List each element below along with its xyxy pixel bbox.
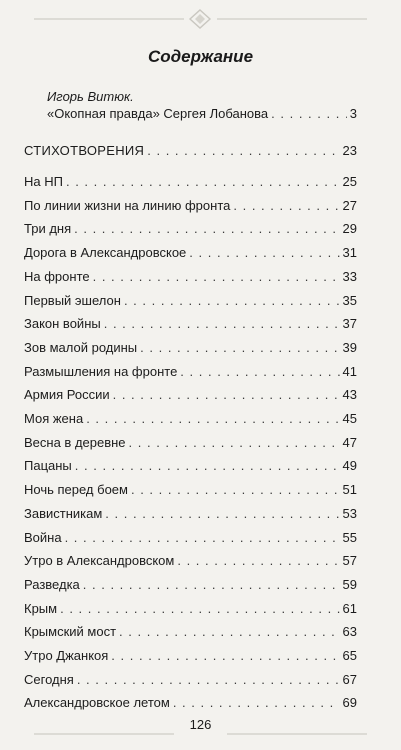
leader-dots	[75, 457, 340, 475]
entry-page: 31	[342, 245, 357, 261]
entry-page: 49	[342, 458, 357, 474]
entry-label: Зов малой родины	[24, 339, 138, 355]
entry-label: Утро в Александровском	[24, 553, 175, 569]
entry-page: 3	[349, 106, 357, 121]
toc-entry[interactable]	[24, 434, 357, 452]
entry-label: Первый эшелон	[24, 292, 121, 308]
entry-page: 37	[342, 316, 357, 332]
toc-entry[interactable]	[24, 386, 357, 404]
toc-entry[interactable]	[24, 220, 357, 238]
section-entry[interactable]	[24, 142, 357, 160]
toc-entry[interactable]	[24, 576, 357, 594]
leader-dots	[129, 434, 340, 452]
entry-label: Дорога в Александровское	[24, 245, 187, 261]
toc-entry[interactable]	[24, 552, 357, 570]
leader-dots	[83, 576, 340, 594]
entry-page: 53	[342, 505, 357, 521]
entry-page: 45	[342, 411, 357, 426]
toc-entry[interactable]	[24, 339, 357, 357]
toc-entry[interactable]	[24, 694, 357, 712]
toc-entry[interactable]	[24, 244, 357, 262]
leader-dots	[60, 600, 339, 618]
entry-page: 55	[342, 529, 357, 545]
entry-page: 63	[342, 624, 357, 640]
bottom-ornament	[34, 724, 367, 744]
entry-page: 39	[342, 339, 357, 355]
leader-dots	[131, 481, 340, 499]
toc-entry[interactable]	[24, 529, 357, 547]
entry-label: Пацаны	[24, 458, 72, 474]
leader-dots	[65, 529, 340, 547]
entry-page: 25	[342, 174, 357, 189]
leader-dots	[93, 268, 340, 286]
leader-dots	[140, 339, 339, 357]
leader-dots	[77, 671, 340, 689]
entry-page: 61	[342, 600, 357, 616]
toc-entry[interactable]	[24, 292, 357, 310]
entry-label: Утро Джанкоя	[24, 648, 109, 663]
entry-label: Размышления на фронте	[24, 363, 178, 379]
leader-dots	[177, 552, 339, 570]
entry-label: Армия России	[24, 387, 110, 403]
top-ornament	[34, 8, 367, 30]
leader-dots	[189, 244, 339, 262]
section-label: СТИХОТВОРЕНИЯ	[24, 143, 145, 158]
entry-label: Война	[24, 529, 62, 545]
toc-entry[interactable]	[24, 623, 357, 641]
entry-page: 67	[342, 671, 357, 687]
leader-dots	[113, 386, 340, 404]
entry-page: 65	[342, 648, 357, 663]
entry-page: 33	[342, 268, 357, 284]
entry-label: На фронте	[24, 268, 90, 284]
leader-dots	[66, 173, 340, 191]
leader-dots	[74, 220, 339, 238]
toc-entry[interactable]	[24, 410, 357, 428]
leader-dots	[271, 105, 347, 123]
entry-page: 51	[342, 482, 357, 498]
toc-entry[interactable]	[24, 173, 357, 191]
entry-label: Моя жена	[24, 411, 84, 426]
leader-dots	[111, 647, 339, 665]
intro-author: Игорь Витюк.	[47, 89, 134, 104]
toc-entry[interactable]	[24, 505, 357, 523]
entry-label: Весна в деревне	[24, 434, 126, 450]
entry-label: По линии жизни на линию фронта	[24, 197, 231, 213]
toc-entry[interactable]	[24, 197, 357, 215]
entry-label: Крымский мост	[24, 624, 117, 640]
entry-page: 57	[342, 553, 357, 569]
section-page: 23	[342, 143, 357, 158]
leader-dots	[86, 410, 339, 428]
entry-label: На НП	[24, 174, 63, 189]
entry-label: Александровское летом	[24, 695, 170, 711]
entry-page: 43	[342, 387, 357, 403]
entry-page: 59	[342, 576, 357, 592]
intro-entry[interactable]	[47, 105, 357, 123]
entry-label: «Окопная правда» Сергея Лобанова	[47, 106, 269, 121]
page-number: 126	[189, 717, 212, 732]
entry-page: 69	[342, 695, 357, 711]
entry-label: Сегодня	[24, 671, 74, 687]
toc-entry[interactable]	[24, 647, 357, 665]
entry-label: Крым	[24, 600, 58, 616]
toc-entry[interactable]	[24, 457, 357, 475]
entry-label: Закон войны	[24, 316, 101, 332]
entry-page: 41	[342, 363, 357, 379]
entry-label: Завистникам	[24, 505, 103, 521]
entry-page: 35	[342, 292, 357, 308]
leader-dots	[173, 694, 340, 712]
leader-dots	[180, 363, 339, 381]
entry-label: Разведка	[24, 576, 80, 592]
toc-entry[interactable]	[24, 671, 357, 689]
entry-page: 47	[342, 434, 357, 450]
entry-page: 29	[342, 221, 357, 237]
entry-label: Ночь перед боем	[24, 482, 128, 498]
leader-dots	[233, 197, 339, 215]
entry-page: 27	[342, 197, 357, 213]
leader-dots	[147, 142, 339, 160]
toc-title: Содержание	[147, 47, 254, 66]
toc-entry[interactable]	[24, 268, 357, 286]
leader-dots	[124, 292, 340, 310]
leader-dots	[119, 623, 340, 641]
toc-entry[interactable]	[24, 315, 357, 333]
toc-entry[interactable]	[24, 363, 357, 381]
entry-label: Три дня	[24, 221, 72, 237]
toc-entry[interactable]	[24, 481, 357, 499]
leader-dots	[105, 505, 339, 523]
leader-dots	[104, 315, 340, 333]
toc-entry[interactable]	[24, 600, 357, 618]
